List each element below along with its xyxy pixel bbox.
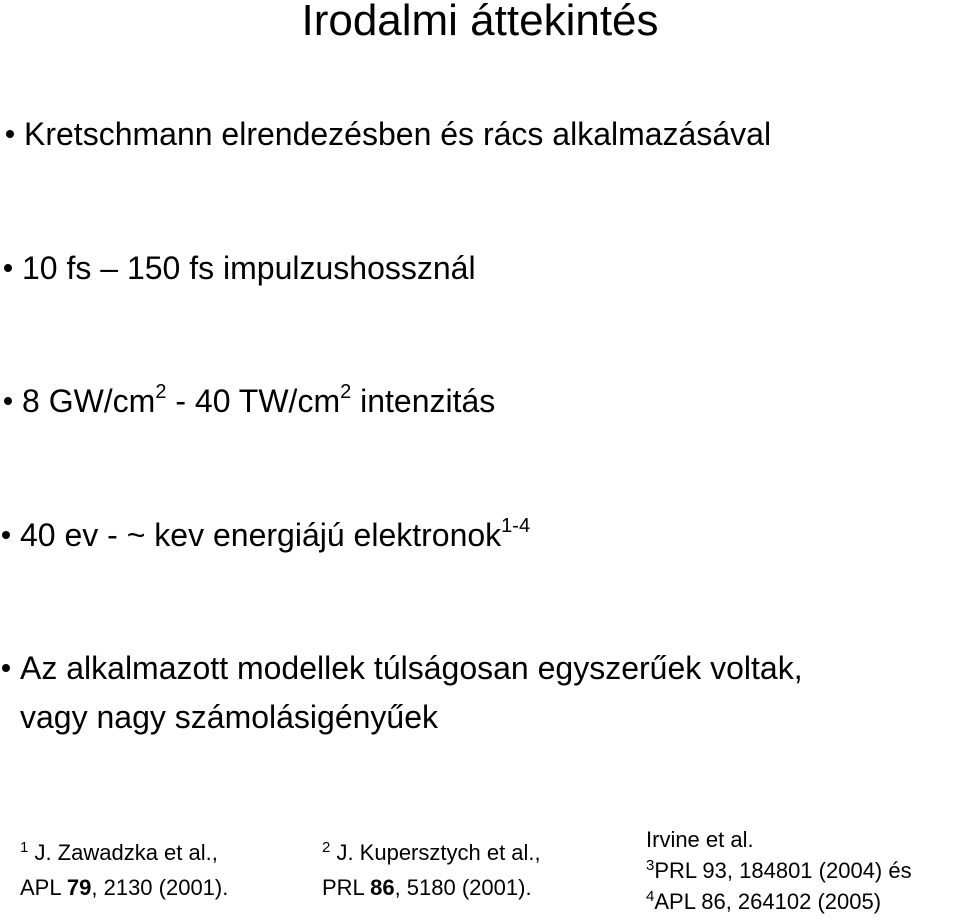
bullet-text-a: 8 GW/cm — [22, 383, 156, 419]
bullet-item-continuation — [20, 699, 438, 735]
bullet-dot — [2, 664, 10, 672]
ref-authors: J. Kupersztych et al., — [330, 840, 541, 865]
ref-number: 2 — [322, 838, 331, 856]
reference-2-line2 — [322, 870, 532, 906]
ref-journal: APL — [20, 875, 67, 900]
superscript: 1-4 — [501, 515, 531, 538]
reference-1-line1 — [20, 835, 218, 871]
ref-pages: , 2130 (2001). — [91, 875, 229, 900]
bullet-item — [4, 383, 495, 419]
ref-number: 1 — [20, 838, 29, 856]
bullet-text-b: - 40 TW/cm — [166, 383, 341, 419]
ref-citation: PRL 93, 184801 (2004) és — [654, 858, 912, 883]
reference-2-line1 — [322, 835, 541, 871]
bullet-text-line1: Az alkalmazott modellek túlságosan egyszerűek voltak, — [20, 650, 803, 686]
bullet-text-c: intenzitás — [351, 383, 496, 419]
ref-citation: APL 86, 264102 (2005) — [654, 889, 882, 914]
reference-4 — [646, 884, 881, 920]
bullet-text: 40 ev - ~ kev energiájú elektronok — [20, 517, 502, 553]
page-title: Irodalmi áttekintés — [301, 0, 659, 45]
bullet-text-line2: vagy nagy számolásigényűek — [20, 699, 439, 735]
superscript: 2 — [155, 381, 167, 404]
bullet-text: Kretschmann elrendezésben és rács alkalmazásával — [24, 116, 772, 152]
bullet-dot — [2, 531, 10, 539]
ref-number: 4 — [646, 887, 655, 905]
ref-authors: Irvine et al. — [646, 827, 754, 852]
bullet-dot — [4, 264, 12, 272]
superscript: 2 — [340, 381, 352, 404]
bullet-item — [2, 650, 803, 686]
bullet-item — [6, 116, 771, 152]
bullet-item — [2, 517, 530, 553]
ref-pages: , 5180 (2001). — [394, 875, 532, 900]
bullet-text: 10 fs – 150 fs impulzushossznál — [22, 250, 476, 286]
bullet-dot — [4, 397, 12, 405]
reference-1-line2 — [20, 870, 228, 906]
ref-volume: 86 — [370, 875, 395, 900]
ref-volume: 79 — [66, 875, 92, 900]
ref-journal: PRL — [322, 875, 371, 900]
bullet-item — [4, 250, 476, 286]
ref-authors: J. Zawadzka et al., — [28, 840, 218, 865]
bullet-dot — [6, 130, 14, 138]
ref-number: 3 — [646, 856, 655, 874]
